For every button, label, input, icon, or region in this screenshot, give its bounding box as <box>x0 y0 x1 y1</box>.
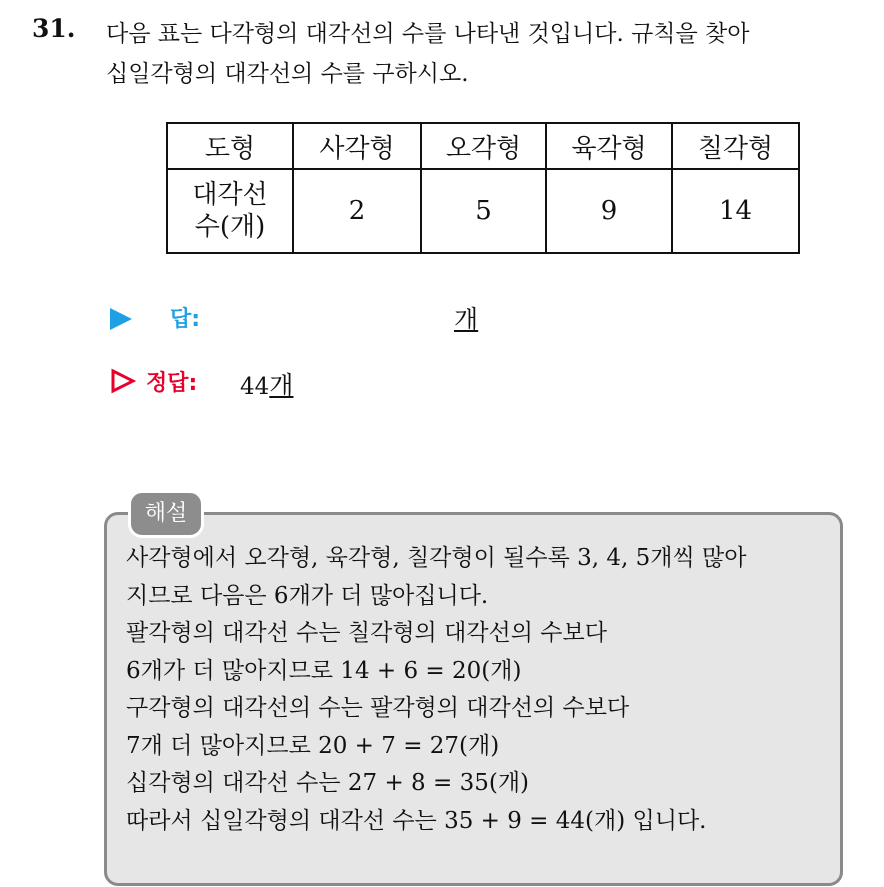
row-label-line-1: 대각선 <box>192 180 268 210</box>
explanation-line: 십각형의 대각선 수는 27 + 8 = 35(개) <box>126 770 530 796</box>
correct-unit: 개 <box>269 371 294 400</box>
row-label-line-2: 수(개) <box>194 212 266 242</box>
header-cell-shape: 도형 <box>167 123 293 169</box>
question-text <box>106 14 876 94</box>
correct-value: 44 <box>240 374 270 400</box>
question-line-2: 십일각형의 대각선의 수를 구하시오. <box>106 61 469 87</box>
explanation-line: 사각형에서 오각형, 육각형, 칠각형이 될수록 3, 4, 5개씩 많아 <box>126 545 747 571</box>
answer-row <box>110 300 610 340</box>
header-cell-hexagon: 육각형 <box>546 123 672 169</box>
diagonal-table <box>166 122 800 254</box>
explanation-line: 따라서 십일각형의 대각선 수는 35 + 9 = 44(개) 입니다. <box>126 807 707 834</box>
header-cell-quadrilateral: 사각형 <box>293 123 421 169</box>
play-arrow-outline-icon <box>110 368 136 394</box>
question-line-1: 다음 표는 다각형의 대각선의 수를 나타낸 것입니다. 규칙을 찾아 <box>106 21 750 47</box>
correct-answer-row <box>110 362 610 402</box>
question-number: 31. <box>32 14 76 43</box>
header-cell-pentagon: 오각형 <box>421 123 546 169</box>
value-cell-pentagon: 5 <box>421 169 546 253</box>
explanation-line: 팔각형의 대각선 수는 칠각형의 대각선의 수보다 <box>126 620 607 646</box>
correct-label: 정답: <box>146 371 198 396</box>
answer-unit: 개 <box>454 305 479 334</box>
row-label-cell <box>167 169 293 253</box>
value-cell-heptagon: 14 <box>672 169 799 253</box>
explanation-line: 6개가 더 많아지므로 14 + 6 = 20(개) <box>126 657 522 684</box>
play-arrow-icon <box>110 308 132 330</box>
correct-value-group <box>240 366 293 402</box>
table-data-row <box>167 169 799 253</box>
value-cell-quadrilateral: 2 <box>293 169 421 253</box>
value-cell-hexagon: 9 <box>546 169 672 253</box>
header-cell-heptagon: 칠각형 <box>672 123 799 169</box>
explanation-title: 해설 <box>128 490 204 538</box>
answer-label: 답: <box>170 307 201 332</box>
explanation-line: 지므로 다음은 6개가 더 많아집니다. <box>126 582 489 609</box>
explanation-line: 구각형의 대각선의 수는 팔각형의 대각선의 수보다 <box>126 695 630 721</box>
explanation-text <box>126 540 826 840</box>
table-header-row <box>167 123 799 169</box>
explanation-line: 7개 더 많아지므로 20 + 7 = 27(개) <box>126 732 500 759</box>
